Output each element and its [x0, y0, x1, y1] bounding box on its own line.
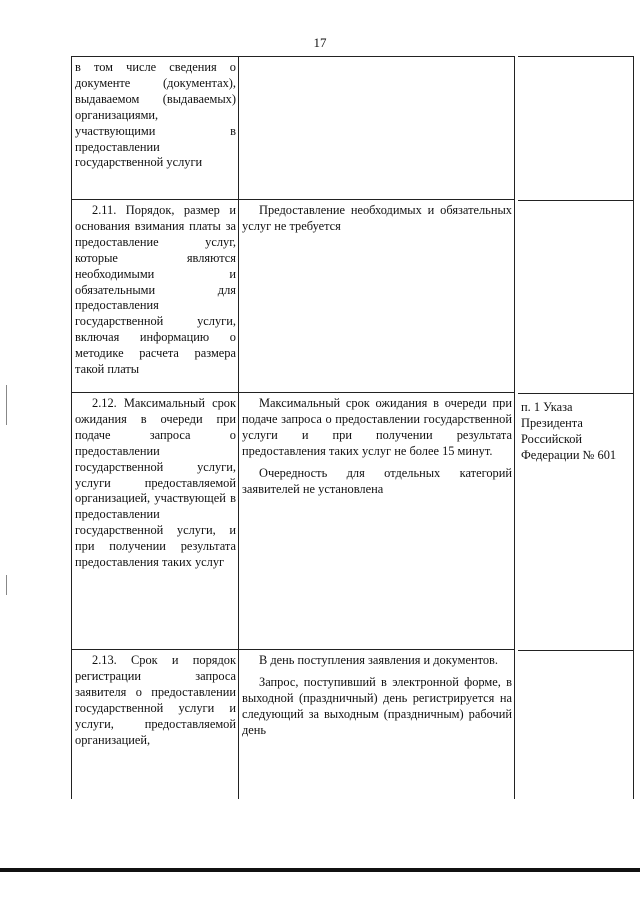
- row-content-paragraph: Запрос, поступивший в электронной форме, в выходной (праздничный) день регистрируется на следующий за выходным (праздничным) рабочий день: [242, 674, 512, 737]
- reference-column: [518, 56, 634, 799]
- row-content-paragraph: Максимальный срок ожидания в очереди при подаче запроса о предоставлении государственной услуги и при получении результата предоставления таких услуг не более 15 минут.: [242, 396, 512, 458]
- row-content-cell: [239, 393, 515, 650]
- row-label: 2.13. Срок и порядок регистрации запроса заявителя о предоставлении государственной услуги и услуги, предоставляемой организацией,: [75, 653, 236, 747]
- row-content-paragraph: Очередность для отдельных категорий заявителей не установлена: [242, 465, 512, 496]
- table-row: [72, 200, 522, 393]
- row-label: 2.12. Максимальный срок ожидания в очереди при подаче запроса о предоставлении государственной услуги, услуги предоставляемой организацией, участвующей в предоставлении государственной услуги, и при получении результата предоставления таких услуг: [75, 396, 236, 570]
- table-row: [72, 650, 522, 799]
- scan-edge-mark: [6, 575, 7, 595]
- row-divider: [518, 393, 633, 394]
- regulation-table: [71, 56, 522, 799]
- row-divider: [518, 650, 633, 651]
- scan-bottom-edge: [0, 868, 640, 872]
- row-content-cell: [239, 57, 515, 200]
- row-content-paragraph: Предоставление необходимых и обязательных услуг не требуется: [242, 203, 512, 233]
- row-label: 2.11. Порядок, размер и основания взимания платы за предоставление услуг, которые являются необходимыми и обязательными для предоставления государственной услуги, включая информацию о методике расчета размера такой платы: [75, 203, 236, 377]
- row-label-cell: [72, 650, 239, 799]
- row-content-cell: [239, 200, 515, 393]
- row-label: в том числе сведения о документе (документах), выдаваемом (выдаваемых) организациями, участвующими в предоставлении государственной услуги: [75, 60, 236, 170]
- row-content-paragraph: В день поступления заявления и документов.: [259, 653, 498, 667]
- row-content-cell: [239, 650, 515, 799]
- table-row: [72, 393, 522, 650]
- row-label-cell: [72, 57, 239, 200]
- table-row: [72, 57, 522, 200]
- row-label-cell: [72, 200, 239, 393]
- row-divider: [518, 200, 633, 201]
- scan-edge-mark: [6, 385, 7, 425]
- row-label-cell: [72, 393, 239, 650]
- page-number: 17: [313, 35, 327, 50]
- legal-reference: п. 1 Указа Президента Российской Федерации № 601: [521, 400, 617, 462]
